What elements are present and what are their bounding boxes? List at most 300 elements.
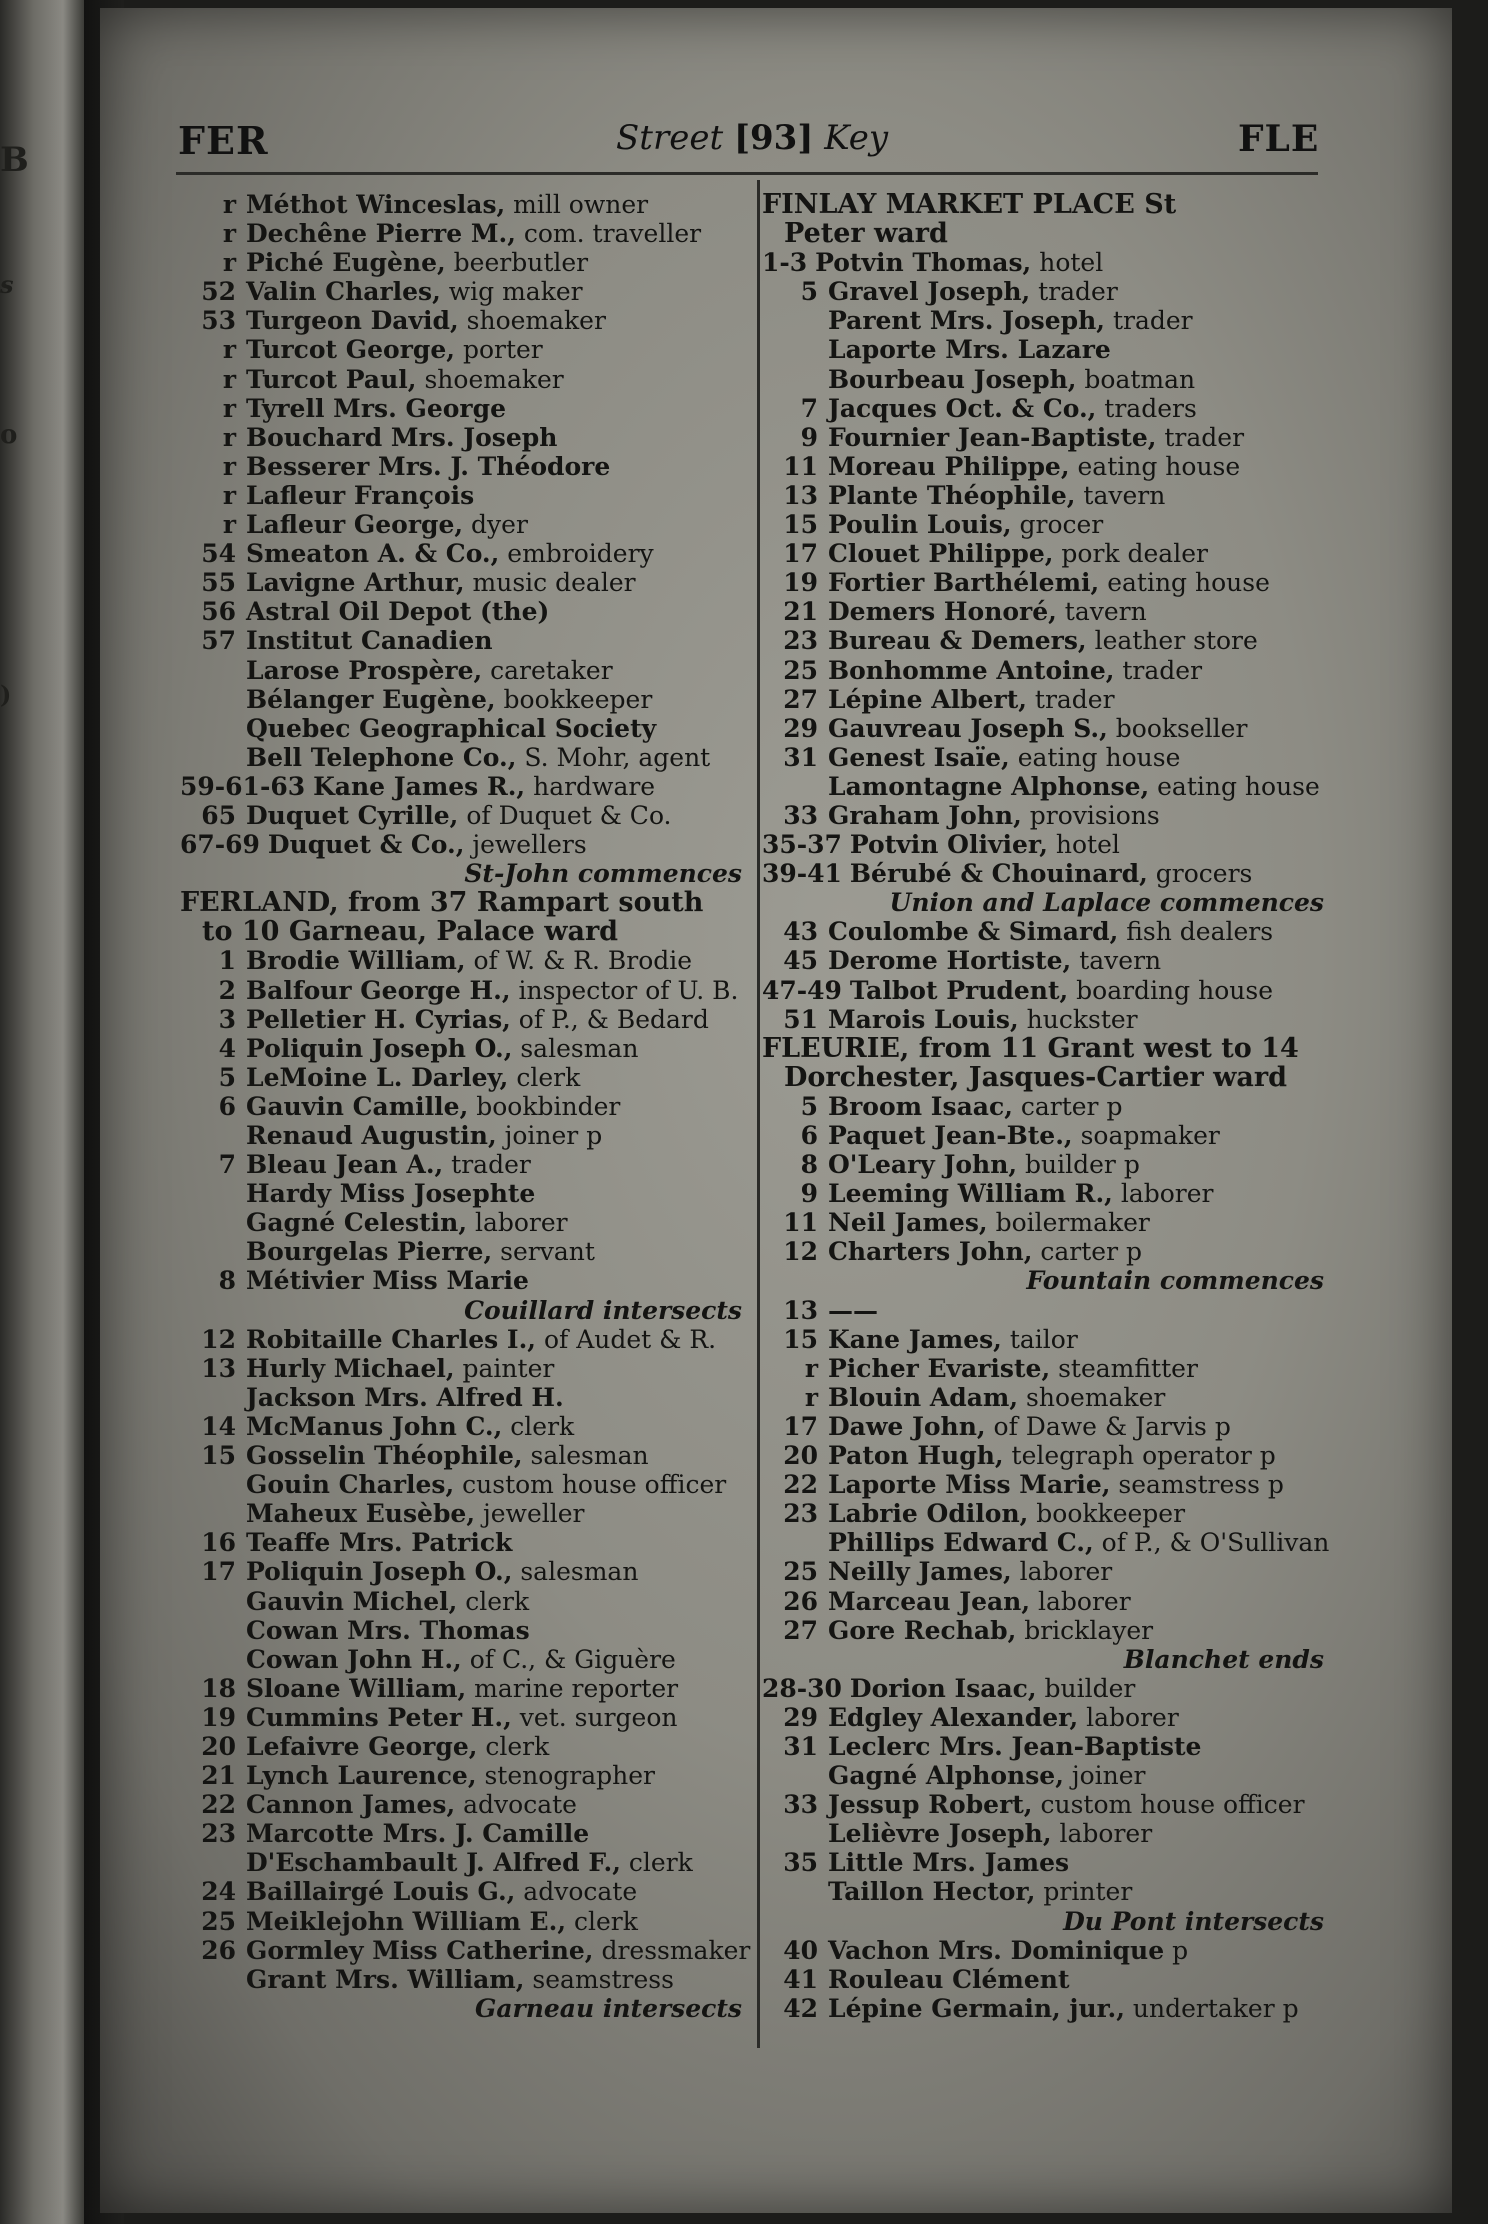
edge-letter: s — [0, 270, 14, 299]
resident-occupation: wig maker — [440, 277, 583, 307]
street-number: 8 — [218, 1266, 236, 1296]
street-number: r — [222, 190, 236, 219]
resident-occupation: eating house — [1149, 771, 1320, 801]
resident-name: Métivier Miss Marie — [246, 1266, 529, 1296]
directory-entry — [762, 830, 1332, 859]
directory-entry — [762, 656, 1332, 685]
street-number: 55 — [201, 568, 236, 598]
street-number: r — [222, 364, 236, 394]
directory-entry — [180, 481, 750, 510]
directory-entry — [762, 1237, 1332, 1266]
resident-occupation: boarding house — [1068, 975, 1273, 1005]
resident-occupation: carter p — [1012, 1091, 1123, 1121]
resident-name: Lavigne Arthur, — [246, 568, 465, 598]
resident-occupation: tavern — [1071, 946, 1162, 976]
resident-name: Leclerc Mrs. Jean-Baptiste — [828, 1731, 1202, 1761]
resident-name: Robitaille Charles I., — [246, 1324, 537, 1354]
directory-entry — [180, 452, 750, 481]
resident-occupation: painter — [454, 1353, 555, 1383]
resident-occupation: laborer — [1078, 1702, 1179, 1732]
directory-entry — [180, 743, 750, 772]
street-number: 35-37 — [762, 830, 842, 860]
header-street-word: Street — [616, 118, 724, 158]
resident-name: Leeming William R., — [828, 1179, 1113, 1209]
resident-name: Marois Louis, — [828, 1004, 1019, 1034]
street-number: 65 — [201, 800, 236, 830]
directory-entry — [180, 1819, 750, 1848]
directory-entry — [180, 1936, 750, 1965]
resident-name: Lafleur George, — [246, 510, 464, 540]
street-number: r — [222, 219, 236, 249]
street-number: 19 — [783, 568, 818, 598]
street-number: 13 — [201, 1353, 236, 1383]
resident-occupation: trader — [1030, 277, 1118, 307]
directory-entry — [762, 859, 1332, 888]
resident-occupation: eating house — [1099, 568, 1270, 598]
resident-occupation: grocer — [1011, 510, 1104, 540]
directory-entry — [762, 1761, 1332, 1790]
street-number: 4 — [218, 1033, 236, 1063]
directory-entry — [180, 248, 750, 277]
street-number: r — [222, 335, 236, 365]
resident-occupation: eating house — [1009, 742, 1181, 772]
street-number: 59-61-63 — [180, 771, 306, 801]
directory-entry — [180, 1499, 750, 1528]
resident-name: Kane James R., — [313, 771, 526, 801]
directory-entry — [180, 539, 750, 568]
resident-name: Grant Mrs. William, — [246, 1964, 525, 1994]
directory-entry — [762, 1005, 1332, 1034]
resident-occupation: trader — [1105, 306, 1193, 336]
resident-name: Meiklejohn William E., — [246, 1906, 567, 1936]
resident-occupation: provisions — [1021, 800, 1160, 830]
directory-entry — [762, 1732, 1332, 1761]
street-number: 6 — [218, 1091, 236, 1121]
street-number: 13 — [783, 480, 818, 510]
resident-name: Talbot Prudent, — [849, 975, 1069, 1005]
resident-name: Fournier Jean-Baptiste, — [828, 422, 1157, 452]
street-number: 22 — [783, 1470, 818, 1500]
street-number: 22 — [201, 1790, 236, 1820]
resident-occupation: of W. & R. Brodie — [465, 946, 693, 976]
resident-occupation: bookkeeper — [1028, 1499, 1186, 1529]
header-center — [616, 118, 888, 172]
cross-street-note: Fountain commences — [1026, 1266, 1324, 1296]
resident-occupation: tavern — [1075, 480, 1166, 510]
resident-occupation: jewellers — [464, 830, 587, 860]
resident-occupation: steamfitter — [1050, 1353, 1198, 1383]
cross-street-note: Garneau intersects — [474, 1993, 742, 2023]
directory-entry — [180, 1965, 750, 1994]
resident-name: Renaud Augustin, — [246, 1121, 497, 1150]
resident-name: Duquet Cyrille, — [246, 800, 459, 830]
resident-occupation: salesman — [522, 1441, 649, 1471]
resident-occupation: of Dawe & Jarvis p — [985, 1411, 1231, 1441]
directory-entry — [180, 1470, 750, 1499]
directory-entry — [180, 1150, 750, 1179]
resident-name: Poulin Louis, — [828, 510, 1012, 540]
resident-occupation: tailor — [1001, 1324, 1078, 1354]
street-number: r — [222, 451, 236, 481]
resident-name: Jacques Oct. & Co., — [828, 393, 1097, 423]
resident-name: —— — [828, 1295, 878, 1325]
directory-entry — [762, 597, 1332, 626]
resident-name: Larose Prospère, — [246, 655, 483, 685]
right-column — [762, 190, 1332, 2023]
resident-occupation: builder p — [1017, 1150, 1140, 1180]
resident-name: Neilly James, — [828, 1557, 1012, 1587]
resident-occupation: bookseller — [1107, 713, 1248, 743]
directory-entry — [762, 1499, 1332, 1528]
resident-occupation: boatman — [1076, 364, 1196, 394]
cross-street-note: Du Pont intersects — [1063, 1906, 1324, 1936]
resident-occupation: vet. surgeon — [511, 1702, 678, 1732]
directory-entry — [180, 1587, 750, 1616]
resident-occupation: custom house officer — [1032, 1790, 1305, 1820]
resident-name: Marcotte Mrs. J. Camille — [246, 1819, 590, 1849]
street-heading: FINLAY MARKET PLACE St — [762, 189, 1177, 220]
directory-entry — [180, 1674, 750, 1703]
page-number: [93] — [733, 118, 814, 158]
header-right-abbrev: FLE — [1238, 118, 1320, 160]
directory-entry — [762, 743, 1332, 772]
street-number: 26 — [783, 1586, 818, 1616]
resident-occupation: salesman — [512, 1033, 639, 1063]
resident-name: Kane James, — [828, 1324, 1002, 1354]
street-number: 23 — [783, 1499, 818, 1529]
directory-entry — [180, 1557, 750, 1586]
street-number: 43 — [783, 917, 818, 947]
directory-entry — [180, 597, 750, 626]
resident-occupation: hardware — [525, 771, 656, 801]
street-number: 12 — [783, 1237, 818, 1267]
resident-occupation: shoemaker — [1018, 1382, 1166, 1412]
resident-name: Bourgelas Pierre, — [246, 1237, 493, 1267]
resident-occupation: of Duquet & Co. — [458, 800, 672, 830]
directory-entry — [180, 1441, 750, 1470]
directory-entry — [762, 1441, 1332, 1470]
street-heading: FERLAND, from 37 Rampart south — [180, 887, 704, 919]
street-number: 7 — [800, 393, 818, 423]
resident-name: Dawe John, — [828, 1411, 986, 1441]
street-heading: Peter ward — [784, 218, 948, 250]
street-number: r — [804, 1353, 818, 1383]
street-number: 29 — [783, 1702, 818, 1732]
street-number: 53 — [201, 306, 236, 336]
resident-name: Clouet Philippe, — [828, 539, 1054, 569]
resident-occupation: shoemaker — [416, 364, 564, 394]
resident-name: Sloane William, — [246, 1673, 467, 1703]
resident-name: Dechêne Pierre M., — [246, 219, 516, 249]
resident-occupation: telegraph operator p — [1003, 1441, 1276, 1471]
directory-entry — [180, 1063, 750, 1092]
street-number: 8 — [800, 1150, 818, 1180]
street-number: 52 — [201, 277, 236, 307]
resident-name: Cummins Peter H., — [246, 1702, 512, 1732]
left-column — [180, 190, 750, 2023]
resident-name: Turgeon David, — [246, 306, 459, 336]
resident-occupation: trader — [1156, 422, 1245, 452]
directory-entry — [762, 1819, 1332, 1848]
resident-name: Bouchard Mrs. Joseph — [246, 422, 558, 452]
directory-entry — [180, 1761, 750, 1790]
directory-entry — [762, 1208, 1332, 1237]
resident-name: Smeaton A. & Co., — [246, 539, 500, 569]
street-number: 56 — [201, 597, 236, 627]
street-number: 26 — [201, 1935, 236, 1965]
resident-name: Brodie William, — [246, 946, 466, 976]
directory-entry — [762, 248, 1332, 277]
street-heading: FLEURIE, from 11 Grant west to 14 — [762, 1032, 1299, 1064]
directory-entry — [180, 306, 750, 335]
resident-name: Lynch Laurence, — [246, 1761, 477, 1791]
resident-occupation: builder — [1036, 1673, 1136, 1703]
directory-entry — [762, 335, 1332, 364]
directory-entry — [762, 481, 1332, 510]
directory-entry — [180, 1208, 750, 1237]
directory-entry — [762, 1848, 1332, 1877]
resident-name: Pelletier H. Cyrias, — [246, 1004, 511, 1034]
directory-entry — [180, 1645, 750, 1674]
street-number: 5 — [800, 1091, 818, 1121]
directory-entry — [762, 1616, 1332, 1645]
resident-occupation: printer — [1035, 1877, 1133, 1907]
street-number: 23 — [201, 1819, 236, 1849]
resident-occupation: trader — [1026, 684, 1115, 714]
resident-name: Lépine Albert, — [828, 684, 1027, 714]
directory-entry — [180, 946, 750, 975]
street-number: 57 — [201, 626, 236, 656]
directory-entry — [180, 1121, 750, 1150]
resident-name: D'Eschambault J. Alfred F., — [246, 1848, 621, 1878]
resident-name: Turcot Paul, — [246, 364, 417, 394]
directory-entry — [180, 1790, 750, 1819]
resident-occupation: p — [1164, 1935, 1189, 1965]
directory-entry — [762, 452, 1332, 481]
street-number: 35 — [783, 1848, 818, 1878]
street-number: r — [222, 422, 236, 452]
street-number: 25 — [783, 655, 818, 685]
resident-name: Lefaivre George, — [246, 1731, 478, 1761]
directory-entry — [180, 277, 750, 306]
resident-occupation: dressmaker — [593, 1935, 751, 1965]
edge-letter: ) — [0, 680, 12, 709]
directory-entry — [762, 1179, 1332, 1208]
street-number: 31 — [783, 742, 818, 772]
resident-name: Bleau Jean A., — [246, 1150, 444, 1180]
street-number: 12 — [201, 1324, 236, 1354]
directory-entry — [762, 946, 1332, 975]
directory-entry — [762, 1674, 1332, 1703]
directory-entry — [762, 772, 1332, 801]
directory-entry — [180, 1412, 750, 1441]
resident-name: Broom Isaac, — [828, 1091, 1013, 1121]
resident-occupation: clerk — [566, 1906, 638, 1936]
resident-occupation: beerbutler — [445, 248, 589, 278]
resident-name: Quebec Geographical Society — [246, 713, 657, 743]
directory-entry — [762, 1121, 1332, 1150]
resident-name: Gore Rechab, — [828, 1615, 1017, 1645]
resident-name: Gagné Alphonse, — [828, 1761, 1064, 1791]
resident-name: Cowan Mrs. Thomas — [246, 1615, 530, 1645]
resident-name: Gagné Celestin, — [246, 1208, 468, 1238]
cross-street-note: Blanchet ends — [1123, 1644, 1324, 1674]
street-number: 33 — [783, 800, 818, 830]
cross-street-note: Union and Laplace commences — [889, 888, 1324, 918]
street-number: 42 — [783, 1993, 818, 2023]
street-number: 14 — [201, 1411, 236, 1441]
resident-occupation: bookbinder — [468, 1091, 621, 1121]
resident-name: Taillon Hector, — [828, 1877, 1036, 1907]
street-number: 23 — [783, 626, 818, 656]
directory-entry — [762, 1528, 1332, 1557]
resident-occupation: custom house officer — [454, 1470, 727, 1500]
street-number: r — [222, 393, 236, 423]
resident-name: Paton Hugh, — [828, 1441, 1004, 1471]
street-number: 18 — [201, 1673, 236, 1703]
directory-entry — [180, 1848, 750, 1877]
resident-occupation: clerk — [620, 1848, 693, 1878]
previous-page-edge — [0, 0, 84, 2224]
directory-entry — [762, 626, 1332, 655]
edge-letter: o — [0, 420, 18, 450]
resident-occupation: laborer — [1112, 1179, 1214, 1209]
resident-name: Gosselin Théophile, — [246, 1441, 523, 1471]
resident-name: Hardy Miss Josephte — [246, 1179, 536, 1209]
resident-name: Gauvin Michel, — [246, 1586, 458, 1616]
directory-entry — [180, 190, 750, 219]
resident-name: Besserer Mrs. J. Théodore — [246, 451, 611, 481]
street-number: 11 — [783, 451, 818, 481]
resident-name: Cannon James, — [246, 1790, 456, 1820]
resident-occupation: joiner p — [496, 1121, 603, 1150]
directory-entry — [180, 1877, 750, 1906]
resident-name: Gouin Charles, — [246, 1470, 455, 1500]
directory-entry — [762, 1790, 1332, 1819]
directory-entry — [762, 1412, 1332, 1441]
directory-entry — [180, 365, 750, 394]
directory-entry — [180, 801, 750, 830]
directory-entry — [762, 1557, 1332, 1586]
resident-occupation: jeweller — [475, 1499, 585, 1529]
resident-occupation: seamstress — [524, 1964, 674, 1994]
resident-name: Genest Isaïe, — [828, 742, 1010, 772]
directory-entry — [180, 1325, 750, 1354]
resident-occupation: advocate — [515, 1877, 638, 1907]
directory-entry — [180, 656, 750, 685]
street-number: 54 — [201, 539, 236, 569]
resident-name: Astral Oil Depot (the) — [246, 597, 550, 627]
resident-name: O'Leary John, — [828, 1150, 1018, 1180]
street-number: 41 — [783, 1964, 818, 1994]
resident-name: Neil James, — [828, 1208, 988, 1238]
resident-occupation: seamstress p — [1110, 1470, 1284, 1500]
resident-occupation: com. traveller — [515, 219, 702, 249]
street-number: 27 — [783, 1615, 818, 1645]
street-number: 5 — [218, 1062, 236, 1092]
resident-name: Plante Théophile, — [828, 480, 1076, 510]
directory-entry — [762, 1354, 1332, 1383]
resident-name: Gormley Miss Catherine, — [246, 1935, 594, 1965]
directory-entry — [180, 772, 750, 801]
street-number: 6 — [800, 1121, 818, 1150]
street-number: r — [222, 480, 236, 510]
resident-name: Tyrell Mrs. George — [246, 393, 506, 423]
directory-entry — [762, 1150, 1332, 1179]
resident-occupation: marine reporter — [466, 1673, 679, 1703]
directory-entry — [762, 394, 1332, 423]
resident-occupation: tavern — [1056, 597, 1147, 627]
resident-occupation: music dealer — [464, 568, 636, 598]
directory-entry — [180, 1354, 750, 1383]
directory-entry — [762, 1936, 1332, 1965]
resident-name: Lamontagne Alphonse, — [828, 771, 1150, 801]
header-rule — [176, 172, 1318, 175]
resident-occupation: grocers — [1147, 859, 1253, 889]
resident-occupation: bookkeeper — [495, 684, 653, 714]
resident-name: Piché Eugène, — [246, 248, 446, 278]
resident-name: Bélanger Eugène, — [246, 684, 496, 714]
directory-entry — [180, 423, 750, 452]
resident-name: Potvin Thomas, — [815, 248, 1032, 278]
resident-name: Picher Evariste, — [828, 1353, 1051, 1383]
resident-occupation: stenographer — [476, 1761, 656, 1791]
directory-entry — [762, 365, 1332, 394]
resident-name: Dorion Isaac, — [849, 1673, 1037, 1703]
resident-name: Fortier Barthélemi, — [828, 568, 1100, 598]
street-number: 1 — [218, 946, 236, 976]
resident-occupation: leather store — [1086, 626, 1258, 656]
resident-name: Edgley Alexander, — [828, 1702, 1079, 1732]
street-number: 1-3 — [762, 248, 808, 278]
resident-name: Bureau & Demers, — [828, 626, 1087, 656]
street-number: 45 — [783, 946, 818, 976]
resident-occupation: trader — [443, 1150, 531, 1180]
header-key-word: Key — [824, 118, 889, 158]
directory-entry — [762, 277, 1332, 306]
street-number: 27 — [783, 684, 818, 714]
resident-name: Lafleur François — [246, 480, 475, 510]
resident-name: Duquet & Co., — [267, 830, 465, 860]
directory-entry — [180, 685, 750, 714]
directory-entry — [762, 1296, 1332, 1325]
resident-occupation: mill owner — [505, 190, 649, 219]
directory-entry — [762, 568, 1332, 597]
resident-name: Institut Canadien — [246, 626, 493, 656]
directory-entry — [762, 306, 1332, 335]
directory-entry — [762, 510, 1332, 539]
street-number: 13 — [783, 1295, 818, 1325]
resident-name: Cowan John H., — [246, 1644, 462, 1674]
resident-name: Bonhomme Antoine, — [828, 655, 1115, 685]
directory-entry — [762, 1092, 1332, 1121]
directory-entry — [762, 1965, 1332, 1994]
resident-occupation: S. Mohr, agent — [516, 742, 711, 772]
resident-name: Parent Mrs. Joseph, — [828, 306, 1106, 336]
street-number: 9 — [800, 1179, 818, 1209]
resident-name: Blouin Adam, — [828, 1382, 1019, 1412]
resident-name: Phillips Edward C., — [828, 1528, 1094, 1558]
cross-street-note: Couillard intersects — [464, 1295, 742, 1325]
resident-occupation: embroidery — [499, 539, 654, 569]
resident-name: Maheux Eusèbe, — [246, 1499, 476, 1529]
resident-occupation: advocate — [455, 1790, 577, 1820]
street-number: 5 — [800, 277, 818, 307]
directory-entry — [762, 685, 1332, 714]
resident-name: Hurly Michael, — [246, 1353, 455, 1383]
directory-entry — [180, 1703, 750, 1732]
directory-entry — [762, 917, 1332, 946]
